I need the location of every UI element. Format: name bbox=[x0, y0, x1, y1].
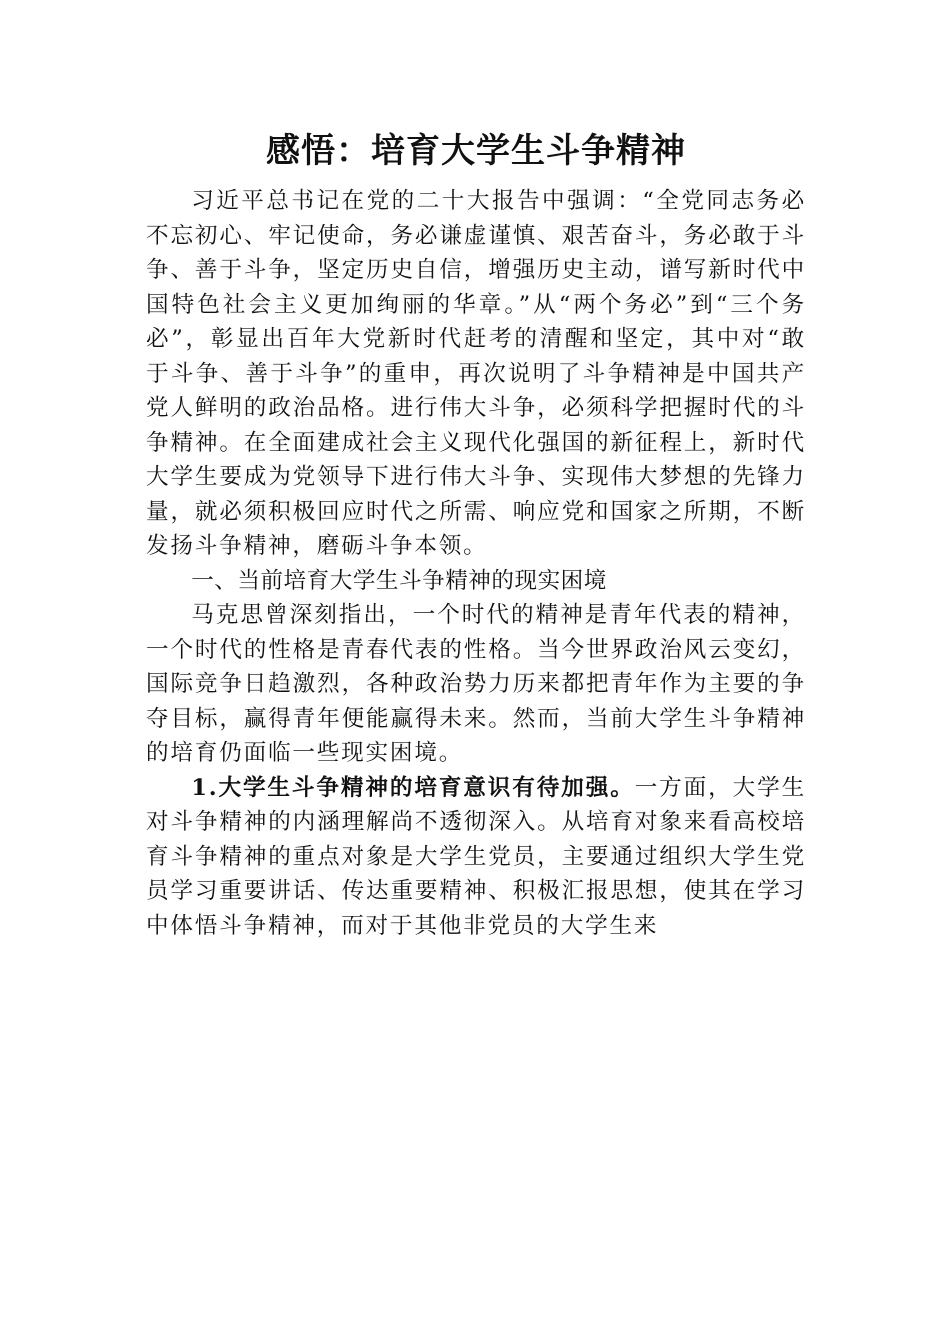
point-paragraph bbox=[146, 771, 806, 944]
point-lead: 1.大学生斗争精神的培育意识有待加强。 bbox=[191, 774, 635, 801]
document-title: 感悟：培育大学生斗争精神 bbox=[266, 131, 686, 171]
point-body: 一方面，大学生对斗争精神的内涵理解尚不透彻深入。从培育对象来看高校培育斗争精神的重点对象是大学生党员，主要通过组织大学生党员学习重要讲话、传达重要精神、积极汇报思想，使其在学习中体悟斗争精神，而对于其他非党员的大学生来 bbox=[146, 774, 806, 939]
document-page bbox=[146, 126, 806, 943]
section-heading: 一、当前培育大学生斗争精神的现实困境 bbox=[191, 567, 607, 594]
body-paragraph: 马克思曾深刻指出，一个时代的精神是青年代表的精神，一个时代的性格是青春代表的性格。当今世界政治风云变幻，国际竞争日趋激烈，各种政治势力历来都把青年作为主要的争夺目标，赢得青年便能赢得未来。然而，当前大学生斗争精神的培育仍面临一些现实困境。 bbox=[146, 602, 806, 766]
intro-paragraph: 习近平总书记在党的二十大报告中强调：“全党同志务必不忘初心、牢记使命，务必谦虚谨慎、艰苦奋斗，务必敢于斗争、善于斗争，坚定历史自信，增强历史主动，谱写新时代中国特色社会主义更加绚丽的华章。”从“两个务必”到“三个务必”，彰显出百年大党新时代赶考的清醒和坚定，其中对“敢于斗争、善于斗争”的重申，再次说明了斗争精神是中国共产党人鲜明的政治品格。进行伟大斗争，必须科学把握时代的斗争精神。在全面建成社会主义现代化强国的新征程上，新时代大学生要成为党领导下进行伟大斗争、实现伟大梦想的先锋力量，就必须积极回应时代之所需、响应党和国家之所期，不断发扬斗争精神，磨砺斗争本领。 bbox=[146, 188, 806, 559]
